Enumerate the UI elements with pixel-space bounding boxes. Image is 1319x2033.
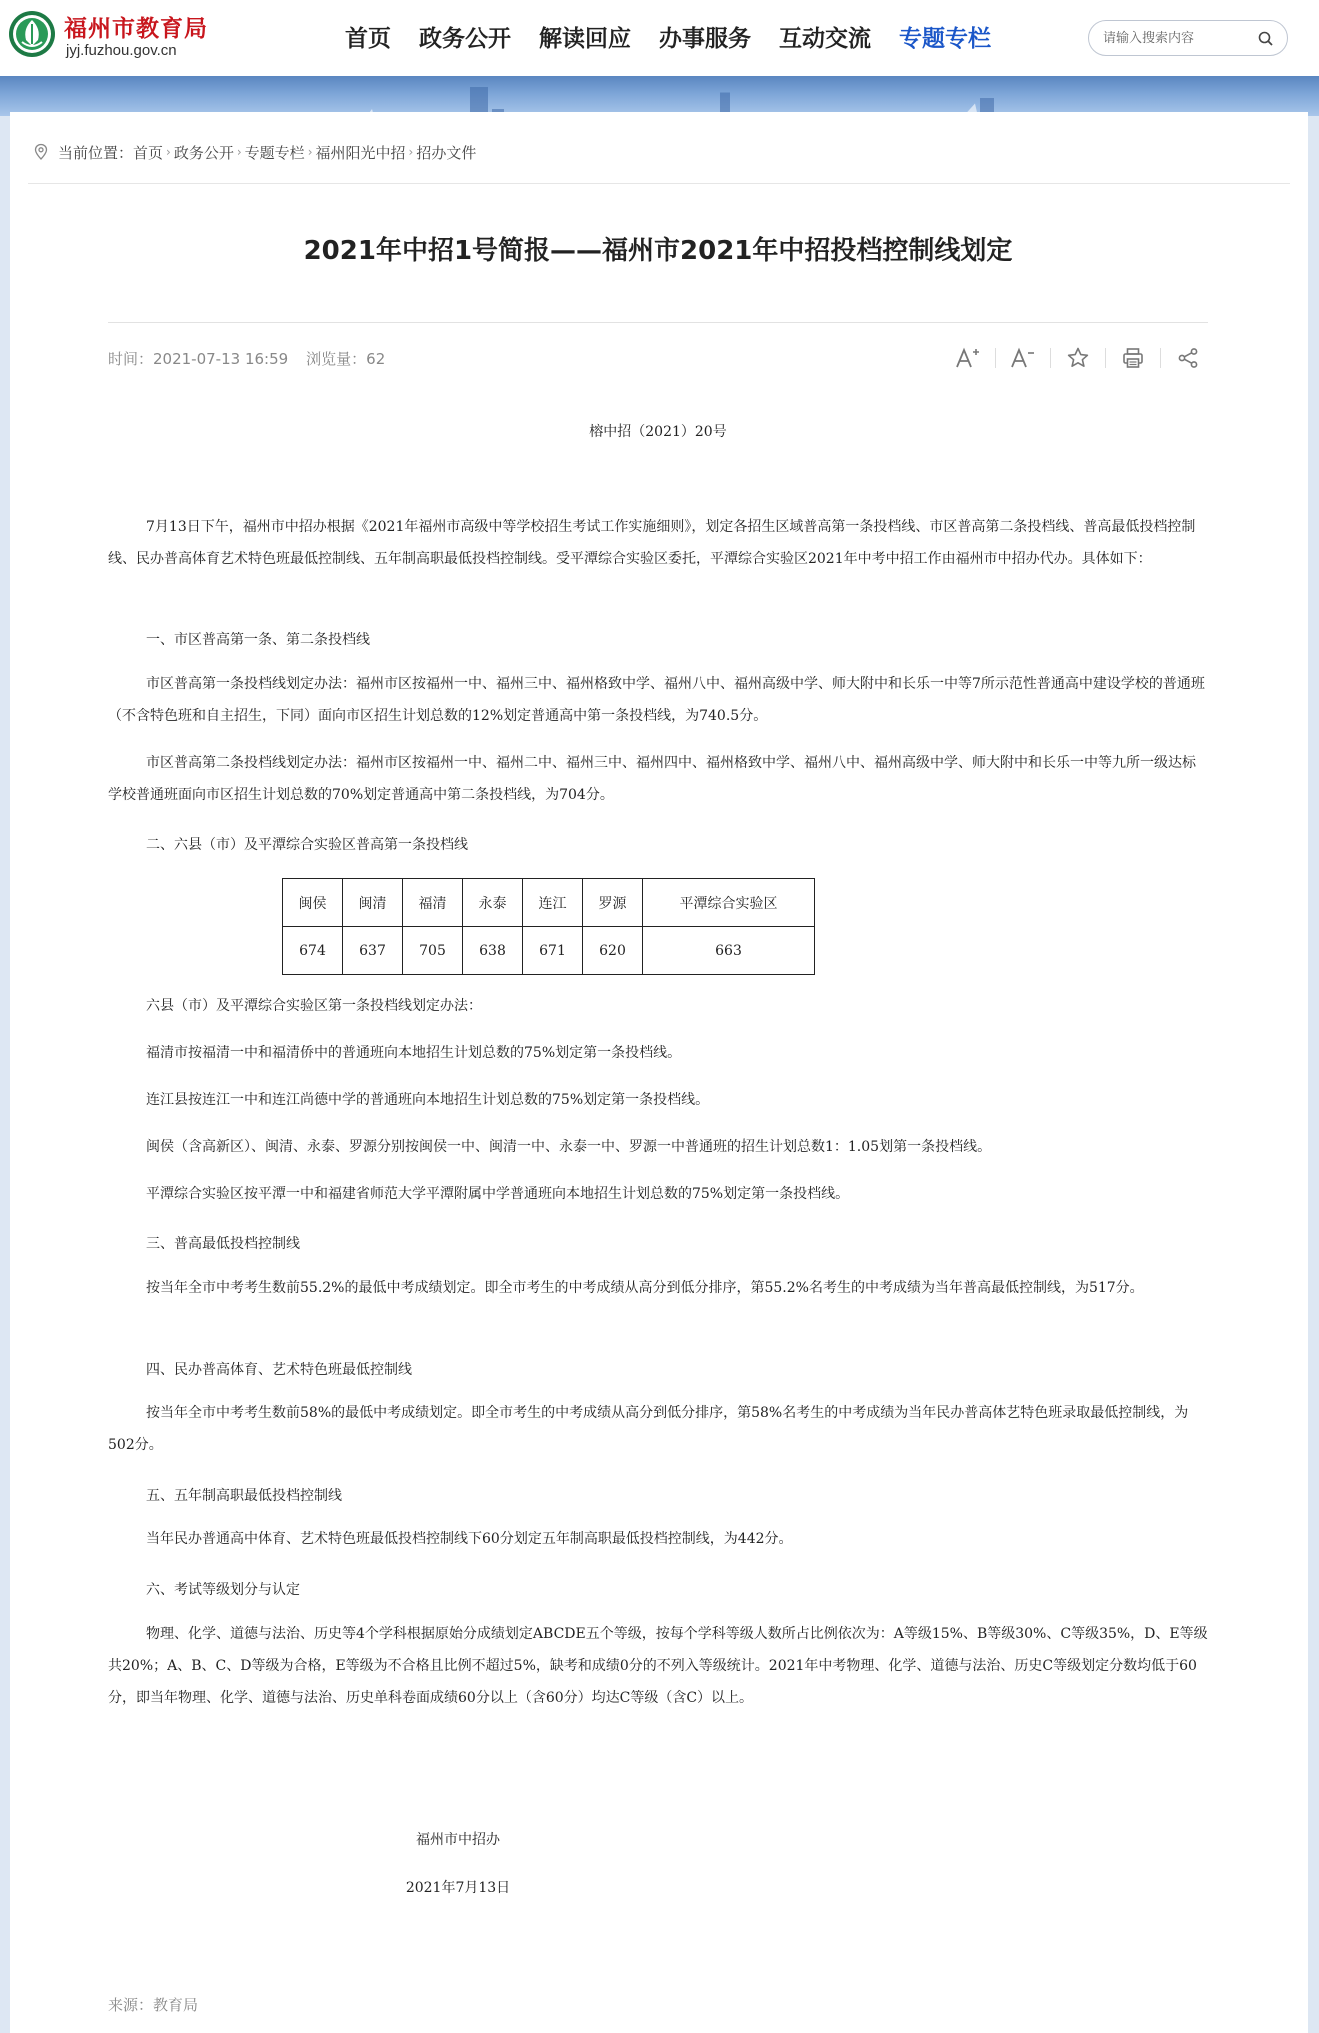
site-logo[interactable]	[8, 8, 228, 64]
table-cell: 705	[403, 927, 463, 975]
table-header-cell: 罗源	[583, 879, 643, 927]
site-name: 福州市教育局	[64, 15, 208, 42]
signer: 福州市中招办	[416, 1832, 500, 1848]
document-number: 榕中招（2021）20号	[589, 424, 727, 440]
nav-interaction[interactable]: 互动交流	[779, 26, 871, 52]
search-box	[1088, 20, 1288, 56]
breadcrumb-separator-icon: ›	[307, 145, 313, 159]
site-header	[0, 0, 1319, 76]
paragraph-county-method: 六县（市）及平潭综合实验区第一条投档线划定办法：	[146, 998, 482, 1014]
content-card	[10, 112, 1308, 2033]
breadcrumb-separator-icon: ›	[166, 145, 171, 159]
table-header-cell: 连江	[523, 879, 583, 927]
tool-divider	[1105, 348, 1106, 368]
paragraph-fuqing: 福清市按福清一中和福清侨中的普通班向本地招生计划总数的75%划定第一条投档线。	[146, 1045, 682, 1061]
tool-divider	[995, 348, 996, 368]
section-heading-2: 二、六县（市）及平潭综合实验区普高第一条投档线	[146, 837, 468, 853]
font-decrease-icon	[1010, 346, 1036, 370]
printer-icon	[1121, 346, 1145, 370]
share-button[interactable]	[1174, 344, 1202, 372]
breadcrumb-label: 当前位置：	[58, 143, 134, 162]
breadcrumb	[32, 140, 476, 164]
table-header-cell: 永泰	[463, 879, 523, 927]
table-cell: 620	[583, 927, 643, 975]
paragraph-urban-second-line: 市区普高第二条投档线划定办法：福州市区按福州一中、福州二中、福州三中、福州四中、福州格致中学、福州八中、福州高级中学、师大附中和长乐一中等九所一级达标学校普通班面向市区招生计划总数的70%划定普通高中第二条投档线，为704分。	[108, 755, 1196, 803]
paragraph-minhou-group: 闽侯（含高新区）、闽清、永泰、罗源分别按闽侯一中、闽清一中、永泰一中、罗源一中普通班的招生计划总数1：1.05划第一条投档线。	[146, 1139, 992, 1155]
paragraph-private-special-class: 按当年全市中考考生数前58%的最低中考成绩划定。即全市考生的中考成绩从高分到低分排序，第58%名考生的中考成绩为当年民办普高体艺特色班录取最低控制线，为502分。	[108, 1405, 1189, 1453]
table-cell: 663	[643, 927, 815, 975]
search-icon[interactable]	[1257, 30, 1275, 48]
breadcrumb-special-topics[interactable]: 专题专栏	[244, 143, 305, 162]
nav-government-affairs[interactable]: 政务公开	[419, 26, 511, 52]
section-heading-5: 五、五年制高职最低投档控制线	[146, 1488, 342, 1504]
main-nav	[345, 20, 1019, 56]
nav-services[interactable]: 办事服务	[659, 26, 751, 52]
article-title: 2021年中招1号简报——福州市2021年中招投档控制线划定	[303, 236, 1013, 266]
breadcrumb-admission-documents[interactable]: 招办文件	[416, 143, 477, 162]
table-header-cell: 闽侯	[283, 879, 343, 927]
table-row	[283, 927, 815, 975]
section-heading-4: 四、民办普高体育、艺术特色班最低控制线	[146, 1362, 412, 1378]
breadcrumb-sunshine-admission[interactable]: 福州阳光中招	[315, 143, 406, 162]
breadcrumb-separator-icon: ›	[236, 145, 242, 159]
favorite-button[interactable]	[1064, 344, 1092, 372]
article-meta	[108, 348, 385, 369]
breadcrumb-divider	[28, 183, 1290, 184]
publish-time: 时间：2021-07-13 16:59	[108, 350, 289, 368]
nav-home[interactable]: 首页	[345, 26, 391, 52]
paragraph-min-control-line: 按当年全市中考考生数前55.2%的最低中考成绩划定。即全市考生的中考成绩从高分到低分排序，第55.2%名考生的中考成绩为当年普高最低控制线，为517分。	[146, 1280, 1144, 1296]
nav-interpretation[interactable]: 解读回应	[539, 26, 631, 52]
site-domain: jyj.fuzhou.gov.cn	[66, 42, 177, 59]
paragraph-five-year-vocational: 当年民办普通高中体育、艺术特色班最低投档控制线下60分划定五年制高职最低投档控制线，为442分。	[146, 1531, 793, 1547]
table-header-cell: 闽清	[343, 879, 403, 927]
font-decrease-button[interactable]	[1009, 344, 1037, 372]
paragraph-pingtan: 平潭综合实验区按平潭一中和福建省师范大学平潭附属中学普通班向本地招生计划总数的75%划定第一条投档线。	[146, 1186, 850, 1202]
emblem-icon	[8, 10, 56, 58]
tool-divider	[1050, 348, 1051, 368]
paragraph-grade-levels: 物理、化学、道德与法治、历史等4个学科根据原始分成绩划定ABCDE五个等级，按每个学科等级人数所占比例依次为：A等级15%、B等级30%、C等级35%，D、E等级共20%；A、B、C、D等级为合格，E等级为不合格且比例不超过5%，缺考和成绩0分的不列入等级统计。2021年中考物理、化学、道德与法治、历史C等级划定分数均低于60分，即当年物理、化学、道德与法治、历史单科卷面成绩60分以上（含60分）均达C等级（含C）以上。	[108, 1626, 1208, 1706]
tool-divider	[1160, 348, 1161, 368]
table-header-cell: 福清	[403, 879, 463, 927]
breadcrumb-government-affairs[interactable]: 政务公开	[173, 143, 234, 162]
search-input[interactable]	[1103, 27, 1253, 49]
table-cell: 671	[523, 927, 583, 975]
header-banner	[0, 76, 1319, 116]
font-increase-button[interactable]	[954, 344, 982, 372]
table-cell: 637	[343, 927, 403, 975]
title-divider	[108, 322, 1208, 323]
breadcrumb-home[interactable]: 首页	[133, 143, 164, 162]
breadcrumb-separator-icon: ›	[408, 145, 414, 159]
sign-date: 2021年7月13日	[405, 1880, 511, 1896]
section-heading-3: 三、普高最低投档控制线	[146, 1236, 300, 1252]
paragraph-lianjiang: 连江县按连江一中和连江尚德中学的普通班向本地招生计划总数的75%划定第一条投档线。	[146, 1092, 710, 1108]
intro-paragraph: 7月13日下午，福州市中招办根据《2021年福州市高级中等学校招生考试工作实施细则》，划定各招生区域普高第一条投档线、市区普高第二条投档线、普高最低投档控制线、民办普高体育艺术特色班最低控制线、五年制高职最低投档控制线。受平潭综合实验区委托，平潭综合实验区2021年中考中招工作由福州市中招办代办。具体如下：	[108, 519, 1196, 567]
location-pin-icon	[32, 143, 50, 161]
font-increase-icon	[955, 346, 981, 370]
share-icon	[1176, 346, 1200, 370]
banner-decoration	[0, 76, 1319, 116]
county-score-table	[282, 878, 815, 975]
section-heading-1: 一、市区普高第一条、第二条投档线	[146, 632, 370, 648]
paragraph-urban-first-line: 市区普高第一条投档线划定办法：福州市区按福州一中、福州三中、福州格致中学、福州八中、福州高级中学、师大附中和长乐一中等7所示范性普通高中建设学校的普通班（不含特色班和自主招生，下同）面向市区招生计划总数的12%划定普通高中第一条投档线，为740.5分。	[108, 676, 1205, 724]
table-header-row	[283, 879, 815, 927]
section-heading-6: 六、考试等级划分与认定	[146, 1582, 300, 1598]
article-source: 来源：教育局	[108, 1996, 199, 2014]
article-tools	[954, 344, 1202, 372]
view-count: 浏览量：62	[306, 350, 386, 368]
nav-special-topics[interactable]: 专题专栏	[899, 26, 991, 52]
print-button[interactable]	[1119, 344, 1147, 372]
table-cell: 638	[463, 927, 523, 975]
table-cell: 674	[283, 927, 343, 975]
table-header-cell: 平潭综合实验区	[643, 879, 815, 927]
star-icon	[1066, 346, 1090, 370]
